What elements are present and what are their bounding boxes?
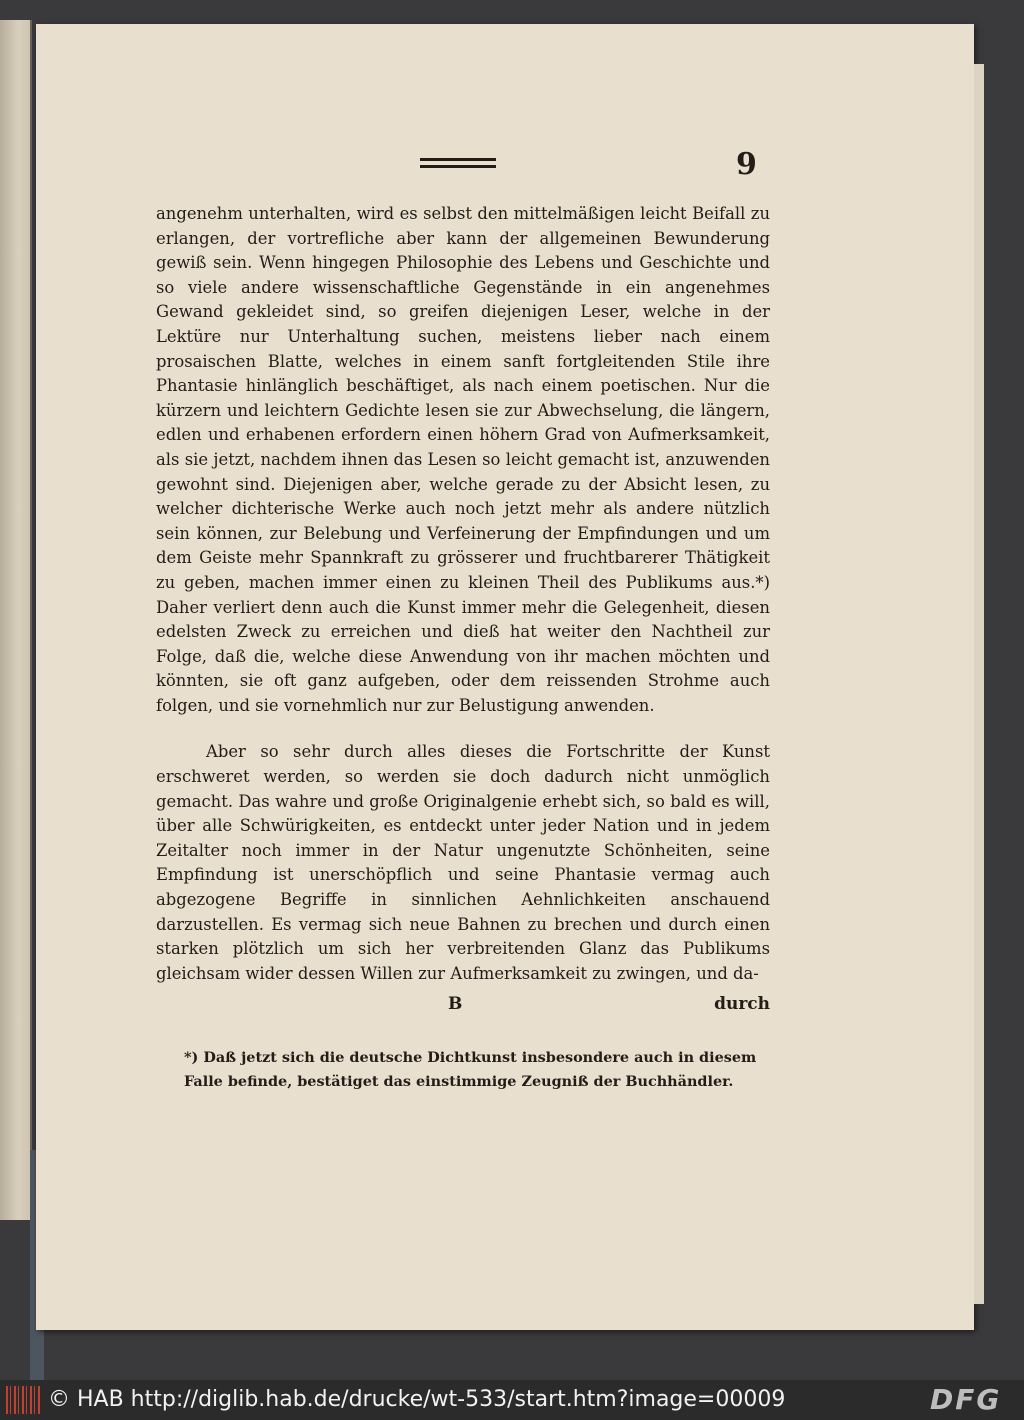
book-page <box>36 24 974 1330</box>
catchword-row <box>156 994 770 1020</box>
barcode-icon <box>6 1386 42 1414</box>
footnote: *) Daß jetzt sich die deutsche Dichtkunst insbesondere auch in diesem Falle befinde, bestätiget das einstimmige Zeugniß der Buchhändler. <box>184 1049 757 1090</box>
page-number: 9 <box>736 147 757 182</box>
footer-bar <box>0 1380 1024 1420</box>
copyright-link[interactable]: © HAB http://diglib.hab.de/drucke/wt-533/start.htm?image=00009 <box>48 1387 786 1412</box>
catchword: durch <box>714 994 770 1014</box>
paragraph-1: angenehm unterhalten, wird es selbst den mittelmäßigen leicht Beifall zu erlangen, der vortrefliche aber kann der allgemeinen Bewunderung gewiß sein. Wenn hingegen Philosophie des Lebens und Geschichte und so viele andere wissenschaftliche Gegenstände in ein angenehmes Gewand gekleidet sind, so greifen diejenigen Leser, welche in der Lektüre nur Unterhaltung suchen, meistens lieber nach einem prosaischen Blatte, welches in einem sanft fortgleitenden Stile ihre Phantasie hinlänglich beschäftiget, als nach einem poetischen. Nur die kürzern und leichtern Gedichte lesen sie zur Abwechselung, die längern, edlen und erhabenen erfordern einen höhern Grad von Aufmerksamkeit, als sie jetzt, nachdem ihnen das Lesen so leicht gemacht ist, anzuwenden gewohnt sind. Diejenigen aber, welche gerade zu der Absicht lesen, zu welcher dichterische Werke auch noch jetzt mehr als andere nützlich sein können, zur Belebung und Verfeinerung der Empfindungen und um dem Geiste mehr Spannkraft zu grösserer und fruchtbarerer Thätigkeit zu geben, machen immer einen zu kleinen Theil des Publikums aus.*) Daher verliert denn auch die Kunst immer mehr die Gelegenheit, diesen edelsten Zweck zu erreichen und dieß hat weiter den Nachtheil zur Folge, daß die, welche diese Anwendung von ihr machen möchten und könnten, sie oft ganz aufgeben, oder dem reissenden Strohme auch folgen, und sie vornehmlich nur zur Belustigung anwenden. <box>156 204 770 715</box>
dfg-logo: DFG <box>930 1383 1002 1416</box>
previous-leaf-edge <box>0 20 32 1220</box>
header-rule <box>420 158 496 168</box>
signature-mark: B <box>448 994 463 1014</box>
body-text <box>156 202 770 986</box>
paragraph-2: Aber so sehr durch alles dieses die Fortschritte der Kunst erschweret werden, so werden sie doch dadurch nicht unmöglich gemacht. Das wahre und große Originalgenie erhebt sich, so bald es will, über alle Schwürigkeiten, es entdeckt unter jeder Nation und in jedem Zeitalter noch immer in der Natur ungenutzte Schönheiten, seine Empfindung ist unerschöpflich und seine Phantasie vermag auch abgezogene Begriffe in sinnlichen Aehnlichkeiten anschauend darzustellen. Es vermag sich neue Bahnen zu brechen und durch einen starken plötzlich um sich her verbreitenden Glanz das Publikums gleichsam wider dessen Willen zur Aufmerksamkeit zu zwingen, und da- <box>156 742 770 983</box>
